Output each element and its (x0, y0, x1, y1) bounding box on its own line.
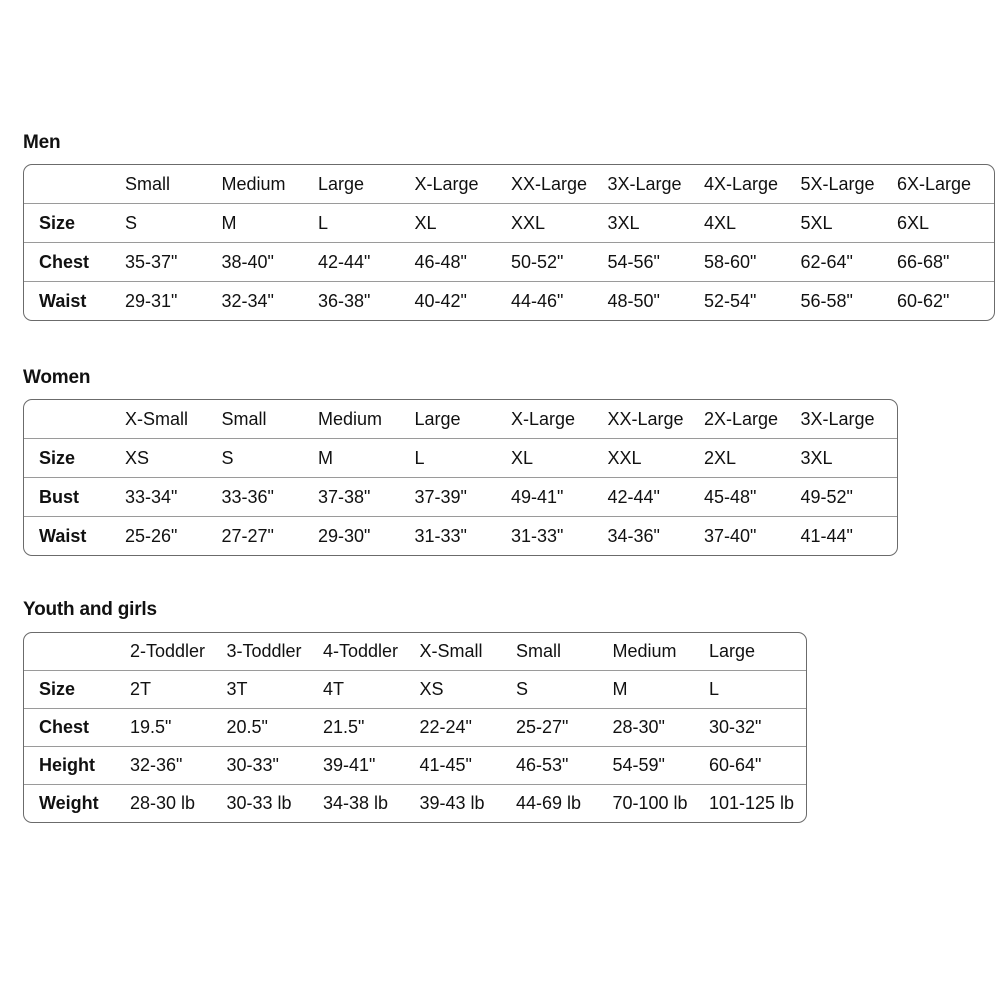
table-cell: 27-27" (222, 516, 319, 555)
men-section-title: Men (23, 132, 61, 153)
table-cell: 4XL (704, 203, 801, 242)
table-cell: 37-39" (415, 477, 512, 516)
column-header: 3X-Large (800, 408, 875, 429)
table-cell: 25-26" (125, 516, 222, 555)
table-cell: 56-58" (801, 281, 898, 320)
column-header: Large (709, 641, 756, 661)
column-header: X-Large (511, 408, 576, 429)
row-label: Chest (24, 242, 125, 281)
youth-section-title: Youth and girls (23, 599, 157, 620)
youth-size-table (23, 632, 807, 823)
table-cell: 28-30" (613, 708, 710, 746)
table-cell: 33-34" (125, 477, 222, 516)
table-cell: 2T (130, 670, 227, 708)
column-header: Medium (318, 408, 383, 429)
column-header: Large (414, 408, 461, 429)
table-cell: XL (511, 438, 608, 477)
column-header: 2X-Large (704, 408, 779, 429)
table-cell: S (125, 203, 222, 242)
table-cell: XS (420, 670, 517, 708)
table-cell: 101-125 lb (709, 784, 806, 822)
table-cell: XS (125, 438, 222, 477)
column-header: Medium (221, 173, 286, 194)
table-cell: M (222, 203, 319, 242)
table-row (24, 708, 806, 746)
table-cell: 29-31" (125, 281, 222, 320)
row-label: Size (24, 670, 130, 708)
table-cell: 20.5" (227, 708, 324, 746)
table-cell: 38-40" (222, 242, 319, 281)
table-cell: 46-48" (415, 242, 512, 281)
table-cell: 31-33" (511, 516, 608, 555)
row-label: Bust (24, 477, 125, 516)
table-cell: 6XL (897, 203, 994, 242)
corner-cell (24, 165, 125, 203)
table-cell: 39-41" (323, 746, 420, 784)
table-row (24, 784, 806, 822)
men-size-table (23, 164, 995, 321)
table-cell: S (222, 438, 319, 477)
column-header: 4-Toddler (323, 641, 399, 661)
column-header: Small (125, 173, 171, 194)
table-cell: 44-69 lb (516, 784, 613, 822)
table-cell: 3XL (608, 203, 705, 242)
table-cell: L (415, 438, 512, 477)
column-header: Small (221, 408, 267, 429)
table-cell: 42-44" (608, 477, 705, 516)
table-cell: 48-50" (608, 281, 705, 320)
header-row (24, 165, 994, 203)
table-cell: XL (415, 203, 512, 242)
table-cell: 50-52" (511, 242, 608, 281)
table-cell: 33-36" (222, 477, 319, 516)
table-cell: 30-33 lb (227, 784, 324, 822)
table-cell: L (709, 670, 806, 708)
column-header: X-Large (414, 173, 479, 194)
table-cell: 29-30" (318, 516, 415, 555)
table-row (24, 670, 806, 708)
column-header: 5X-Large (800, 173, 875, 194)
table-cell: 62-64" (801, 242, 898, 281)
table-cell: 49-41" (511, 477, 608, 516)
table-cell: 60-62" (897, 281, 994, 320)
row-label: Height (24, 746, 130, 784)
table-row (24, 242, 994, 281)
column-header: XX-Large (607, 408, 684, 429)
corner-cell (24, 633, 130, 670)
table-cell: 39-43 lb (420, 784, 517, 822)
header-row (24, 400, 897, 438)
header-row (24, 633, 806, 670)
women-size-table (23, 399, 898, 556)
table-cell: M (613, 670, 710, 708)
table-cell: L (318, 203, 415, 242)
table-cell: 32-36" (130, 746, 227, 784)
table-cell: 54-56" (608, 242, 705, 281)
column-header: 2-Toddler (130, 641, 206, 661)
table-cell: 25-27" (516, 708, 613, 746)
row-label: Weight (24, 784, 130, 822)
column-header: Small (516, 641, 562, 661)
table-cell: 21.5" (323, 708, 420, 746)
column-header: Large (318, 173, 365, 194)
table-cell: 70-100 lb (613, 784, 710, 822)
corner-cell (24, 400, 125, 438)
table-cell: 19.5" (130, 708, 227, 746)
row-label: Waist (24, 281, 125, 320)
row-label: Chest (24, 708, 130, 746)
column-header: Medium (612, 641, 677, 661)
table-cell: 37-38" (318, 477, 415, 516)
row-label: Waist (24, 516, 125, 555)
table-row (24, 203, 994, 242)
table-cell: 37-40" (704, 516, 801, 555)
table-cell: XXL (608, 438, 705, 477)
table-row (24, 438, 897, 477)
table-cell: 66-68" (897, 242, 994, 281)
table-row (24, 516, 897, 555)
table-cell: 3T (227, 670, 324, 708)
column-header: X-Small (419, 641, 483, 661)
table-cell: 4T (323, 670, 420, 708)
table-cell: 49-52" (801, 477, 898, 516)
table-cell: 34-36" (608, 516, 705, 555)
table-cell: 42-44" (318, 242, 415, 281)
women-section-title: Women (23, 367, 91, 388)
table-cell: 58-60" (704, 242, 801, 281)
table-cell: 41-45" (420, 746, 517, 784)
table-cell: 54-59" (613, 746, 710, 784)
table-cell: 45-48" (704, 477, 801, 516)
column-header: XX-Large (511, 173, 588, 194)
table-row (24, 477, 897, 516)
table-cell: 2XL (704, 438, 801, 477)
table-cell: 3XL (801, 438, 898, 477)
table-cell: 31-33" (415, 516, 512, 555)
table-cell: M (318, 438, 415, 477)
table-cell: 30-32" (709, 708, 806, 746)
column-header: 6X-Large (897, 173, 972, 194)
table-cell: XXL (511, 203, 608, 242)
table-row (24, 281, 994, 320)
table-cell: 35-37" (125, 242, 222, 281)
column-header: 3-Toddler (226, 641, 302, 661)
table-cell: 5XL (801, 203, 898, 242)
row-label: Size (24, 203, 125, 242)
table-cell: 30-33" (227, 746, 324, 784)
table-row (24, 746, 806, 784)
column-header: 4X-Large (704, 173, 779, 194)
row-label: Size (24, 438, 125, 477)
table-cell: 34-38 lb (323, 784, 420, 822)
table-cell: 40-42" (415, 281, 512, 320)
table-cell: 52-54" (704, 281, 801, 320)
table-cell: S (516, 670, 613, 708)
column-header: X-Small (125, 408, 189, 429)
table-cell: 28-30 lb (130, 784, 227, 822)
table-cell: 60-64" (709, 746, 806, 784)
table-cell: 46-53" (516, 746, 613, 784)
table-cell: 32-34" (222, 281, 319, 320)
table-cell: 41-44" (801, 516, 898, 555)
table-cell: 44-46" (511, 281, 608, 320)
table-cell: 22-24" (420, 708, 517, 746)
column-header: 3X-Large (607, 173, 682, 194)
table-cell: 36-38" (318, 281, 415, 320)
